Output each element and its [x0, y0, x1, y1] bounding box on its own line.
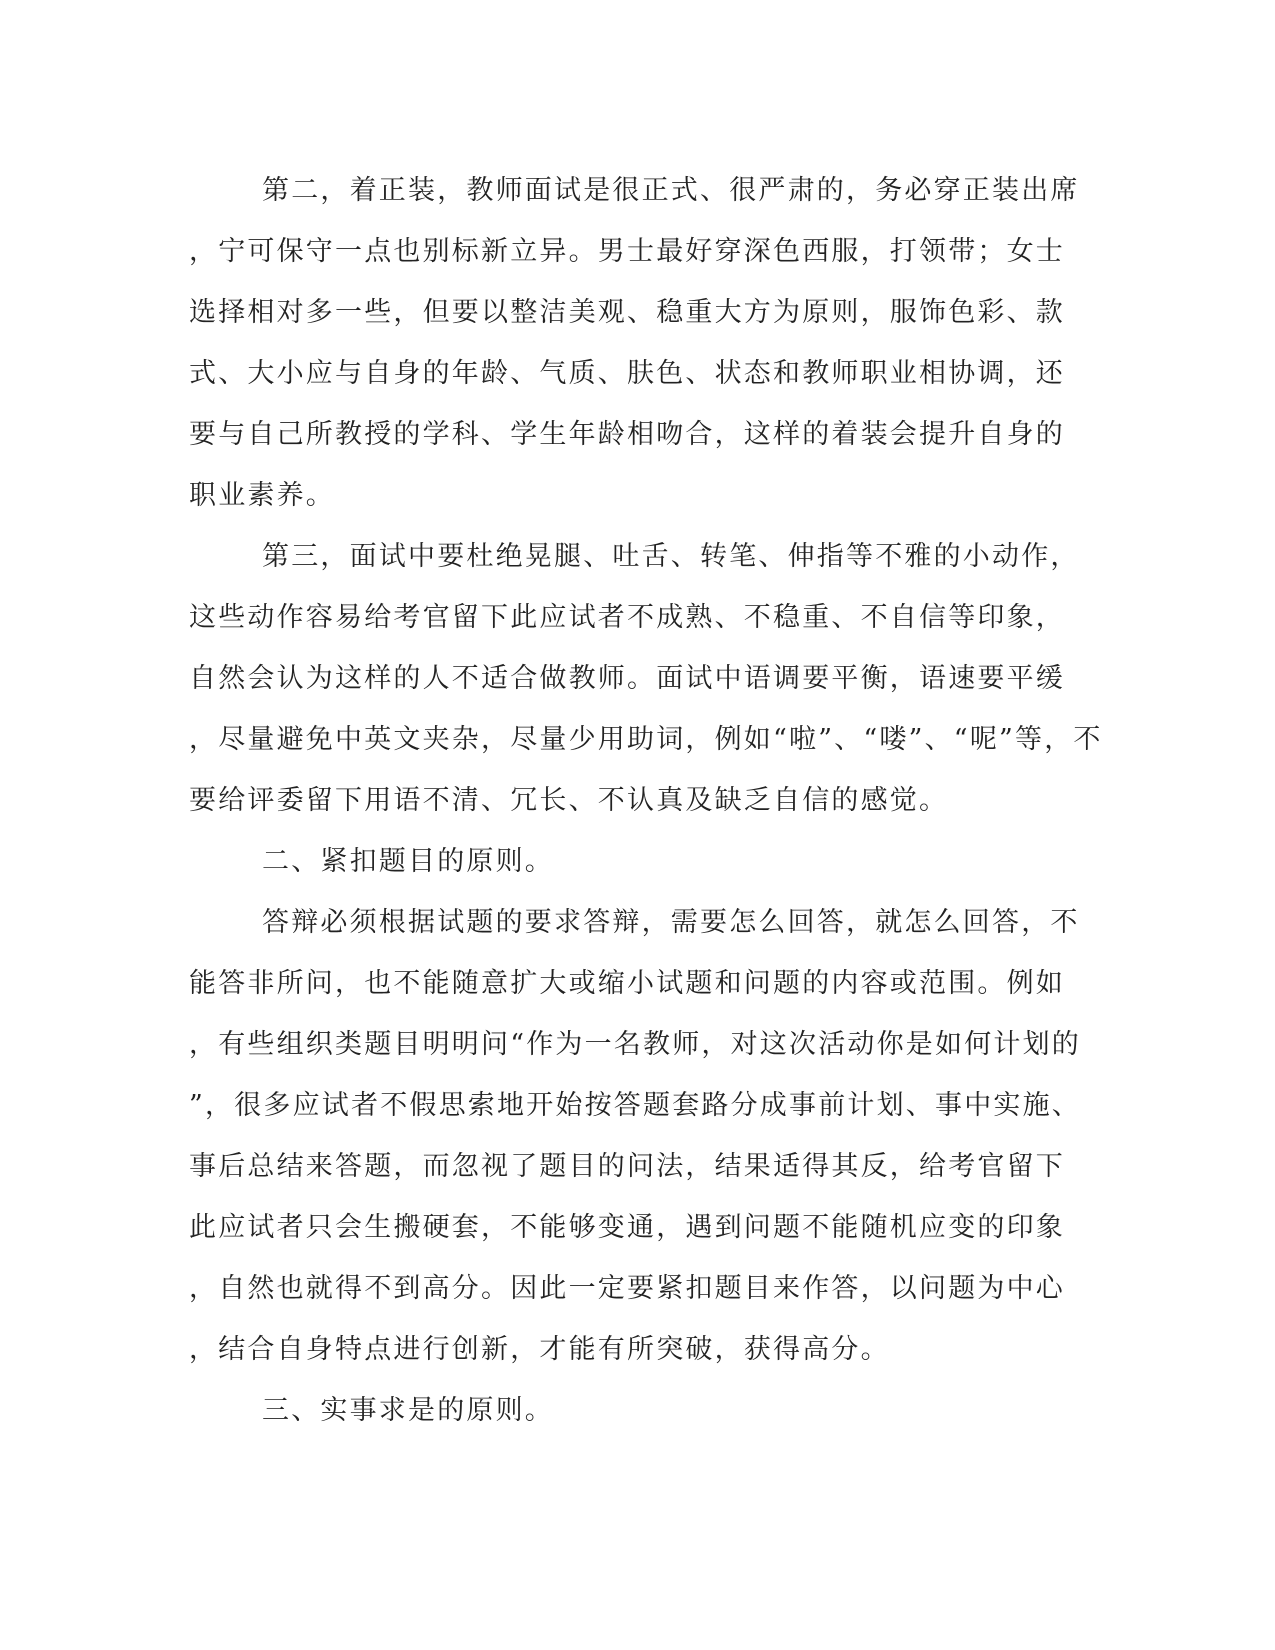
text-line: ”，很多应试者不假思索地开始按答题套路分成事前计划、事中实施、: [189, 1090, 1082, 1121]
text-line: ，宁可保守一点也别标新立异。男士最好穿深色西服，打领带；女士: [189, 236, 1065, 267]
text-line: 职业素养。: [189, 480, 335, 511]
text-line: 自然会认为这样的人不适合做教师。面试中语调要平衡，语速要平缓: [189, 663, 1065, 694]
text-line: 事后总结来答题，而忽视了题目的问法，结果适得其反，给考官留下: [189, 1151, 1065, 1182]
text-line: 要给评委留下用语不清、冗长、不认真及缺乏自信的感觉。: [189, 785, 949, 816]
text-line: 第二，着正装，教师面试是很正式、很严肃的，务必穿正装出席: [262, 175, 1080, 206]
text-line: ，结合自身特点进行创新，才能有所突破，获得高分。: [189, 1334, 890, 1365]
text-line: 此应试者只会生搬硬套，不能够变通，遇到问题不能随机应变的印象: [189, 1212, 1065, 1243]
text-line: 答辩必须根据试题的要求答辩，需要怎么回答，就怎么回答，不: [262, 907, 1080, 938]
section-heading: 二、紧扣题目的原则。: [262, 846, 554, 877]
text-line: ，尽量避免中英文夹杂，尽量少用助词，例如“啦”、“喽”、“呢”等，不: [189, 724, 1103, 755]
text-line: 能答非所问，也不能随意扩大或缩小试题和问题的内容或范围。例如: [189, 968, 1065, 999]
text-line: 要与自己所教授的学科、学生年龄相吻合，这样的着装会提升自身的: [189, 419, 1065, 450]
text-line: ，有些组织类题目明明问“作为一名教师，对这次活动你是如何计划的: [189, 1029, 1082, 1060]
section-heading: 三、实事求是的原则。: [262, 1395, 554, 1426]
text-line: ，自然也就得不到高分。因此一定要紧扣题目来作答，以问题为中心: [189, 1273, 1065, 1304]
text-line: 选择相对多一些，但要以整洁美观、稳重大方为原则，服饰色彩、款: [189, 297, 1065, 328]
document-body: [189, 160, 1103, 1441]
text-line: 第三，面试中要杜绝晃腿、吐舌、转笔、伸指等不雅的小动作，: [262, 541, 1080, 572]
text-line: 式、大小应与自身的年龄、气质、肤色、状态和教师职业相协调，还: [189, 358, 1065, 389]
text-line: 这些动作容易给考官留下此应试者不成熟、不稳重、不自信等印象，: [189, 602, 1065, 633]
